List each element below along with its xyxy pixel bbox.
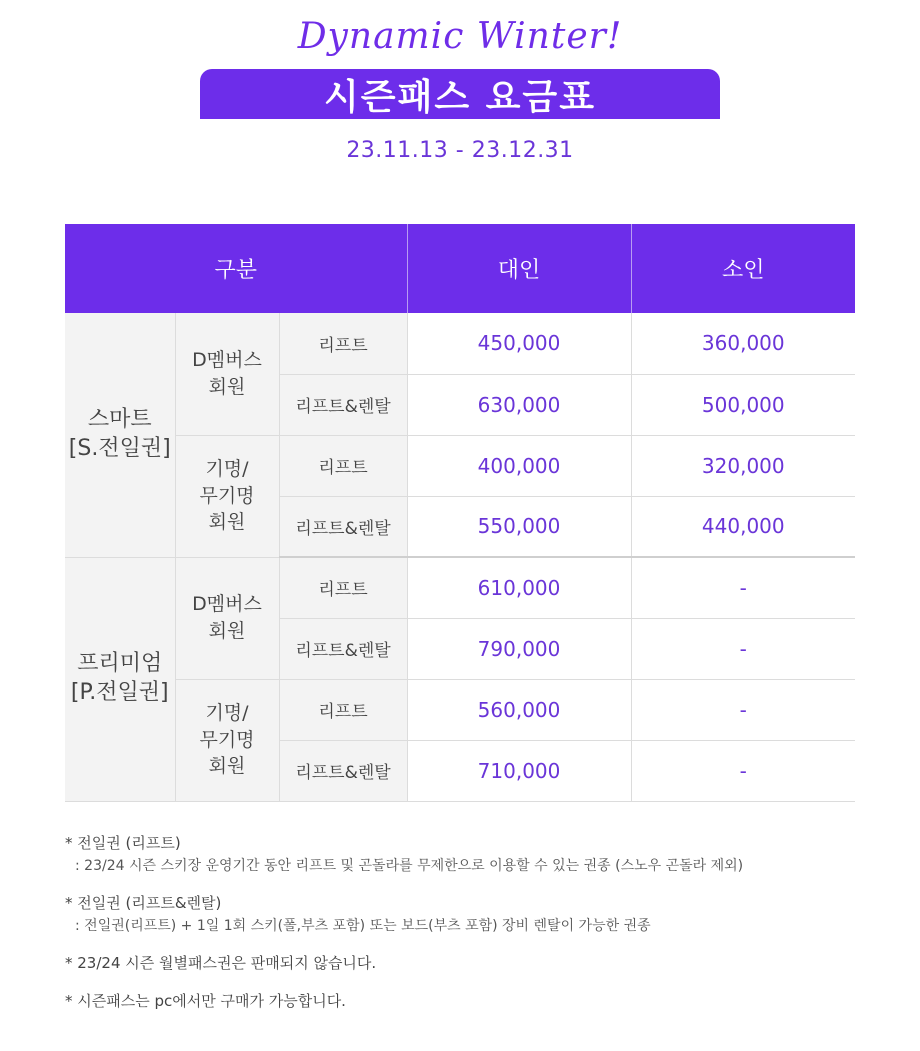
adult-price: 400,000	[407, 435, 631, 496]
child-price: -	[631, 679, 855, 740]
price-table	[65, 224, 855, 802]
child-price: 320,000	[631, 435, 855, 496]
note-title: * 전일권 (리프트&렌탈)	[65, 894, 222, 912]
header-child: 소인	[631, 224, 855, 313]
option-label: 리프트	[279, 313, 407, 374]
child-price: -	[631, 557, 855, 618]
tagline: Dynamic Winter!	[297, 16, 623, 57]
note-title: * 시즌패스는 pc에서만 구매가 가능합니다.	[65, 992, 346, 1010]
header-category: 구분	[65, 224, 407, 313]
table-row	[65, 557, 855, 618]
page-title: 시즌패스 요금표	[200, 69, 720, 119]
note-description: : 23/24 시즌 스키장 운영기간 동안 리프트 및 곤돌라를 무제한으로 이용할 수 있는 권종 (스노우 곤돌라 제외)	[75, 858, 744, 874]
table-row	[65, 435, 855, 496]
child-price: 360,000	[631, 313, 855, 374]
member-type: 기명/ 무기명 회원	[175, 435, 279, 557]
section-name-premium: 프리미엄 [P.전일권]	[65, 557, 175, 801]
adult-price: 790,000	[407, 618, 631, 679]
option-label: 리프트	[279, 435, 407, 496]
child-price: 440,000	[631, 496, 855, 557]
option-label: 리프트&렌탈	[279, 374, 407, 435]
child-price: -	[631, 618, 855, 679]
note-item	[65, 832, 855, 878]
option-label: 리프트&렌탈	[279, 618, 407, 679]
adult-price: 610,000	[407, 557, 631, 618]
adult-price: 710,000	[407, 740, 631, 801]
child-price: -	[631, 740, 855, 801]
option-label: 리프트&렌탈	[279, 740, 407, 801]
note-title: * 23/24 시즌 월별패스권은 판매되지 않습니다.	[65, 954, 377, 972]
member-type: D멤버스 회원	[175, 557, 279, 679]
note-description: : 전일권(리프트) + 1일 1회 스키(폴,부츠 포함) 또는 보드(부츠 포함) 장비 렌탈이 가능한 권종	[75, 918, 651, 934]
child-price: 500,000	[631, 374, 855, 435]
header-adult: 대인	[407, 224, 631, 313]
member-type: 기명/ 무기명 회원	[175, 679, 279, 801]
note-item	[65, 952, 855, 974]
adult-price: 550,000	[407, 496, 631, 557]
adult-price: 450,000	[407, 313, 631, 374]
table-row	[65, 679, 855, 740]
adult-price: 560,000	[407, 679, 631, 740]
note-item	[65, 892, 855, 938]
member-type: D멤버스 회원	[175, 313, 279, 435]
note-item	[65, 990, 855, 1012]
adult-price: 630,000	[407, 374, 631, 435]
notes-section	[65, 832, 855, 1028]
table-header-row	[65, 224, 855, 313]
note-title: * 전일권 (리프트)	[65, 834, 181, 852]
option-label: 리프트	[279, 557, 407, 618]
table-row	[65, 313, 855, 374]
option-label: 리프트	[279, 679, 407, 740]
season-period: 23.11.13 - 23.12.31	[346, 138, 574, 163]
option-label: 리프트&렌탈	[279, 496, 407, 557]
section-name-smart: 스마트 [S.전일권]	[65, 313, 175, 557]
